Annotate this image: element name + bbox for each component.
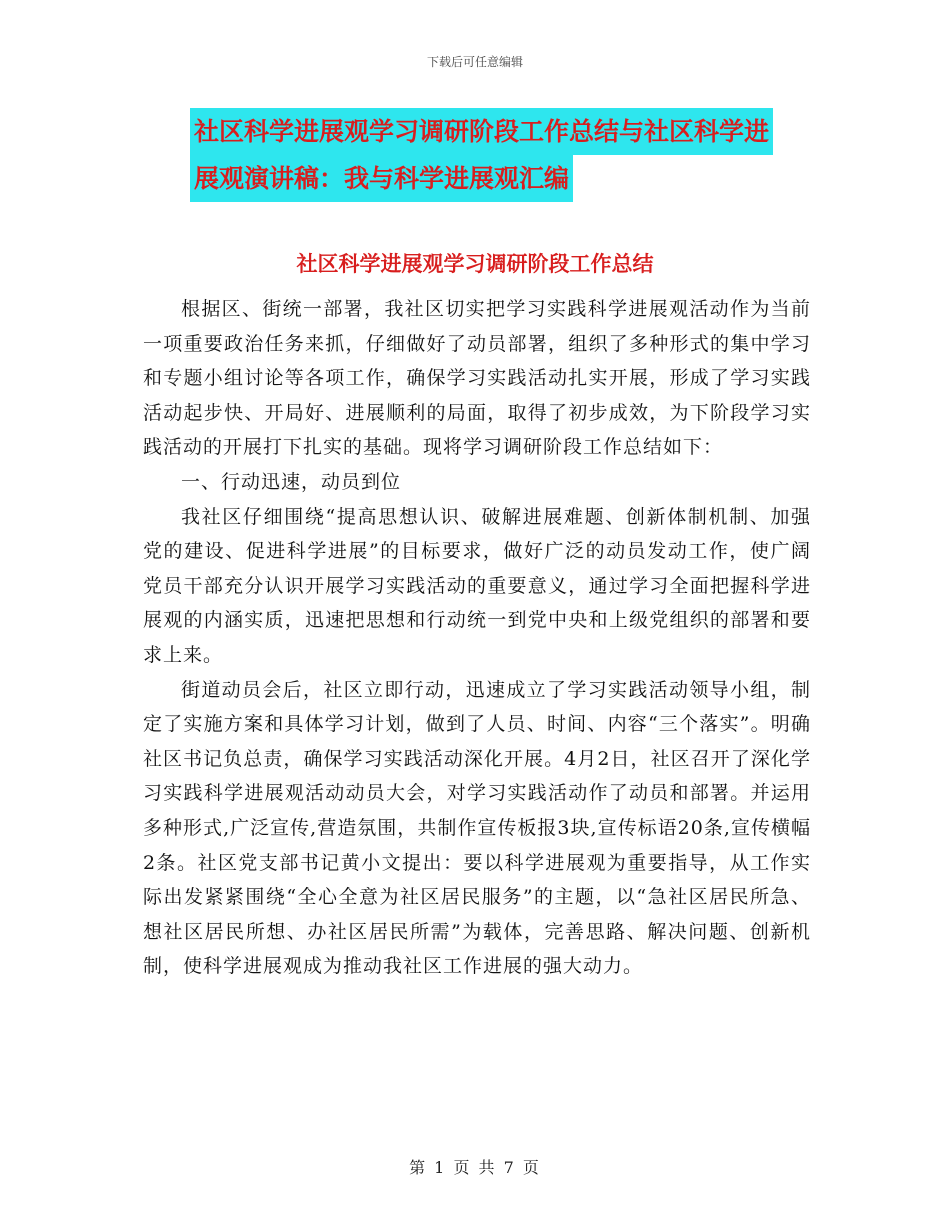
paragraph-heading: 一、行动迅速，动员到位	[181, 470, 402, 493]
section-title: 社区科学进展观学习调研阶段工作总结	[296, 252, 654, 276]
document-title-line-1: 社区科学进展观学习调研阶段工作总结与社区科学进	[190, 108, 773, 155]
document-body	[143, 292, 811, 984]
page-footer-indicator: 第 1 页 共 7 页	[409, 1158, 541, 1177]
document-title	[150, 108, 810, 202]
paragraph: 根据区、街统一部署，我社区切实把学习实践科学进展观活动作为当前一项重要政治任务来抓，仔细做好了动员部署，组织了多种形式的集中学习和专题小组讨论等各项工作，确保学习实践活动扎实开展，形成了学习实践活动起步快、开局好、进展顺利的局面，取得了初步成效，为下阶段学习实践活动的开展打下扎实的基础。现将学习调研阶段工作总结如下：	[143, 298, 811, 459]
paragraph: 我社区仔细围绕“提高思想认识、破解进展难题、创新体制机制、加强党的建设、促进科学进展”的目标要求，做好广泛的动员发动工作，使广阔党员干部充分认识开展学习实践活动的重要意义，通过学习全面把握科学进展观的内涵实质，迅速把思想和行动统一到党中央和上级党组织的部署和要求上来。	[143, 505, 811, 666]
page-header-note: 下载后可任意编辑	[426, 55, 523, 69]
paragraph: 街道动员会后，社区立即行动，迅速成立了学习实践活动领导小组，制定了实施方案和具体学习计划，做到了人员、时间、内容“三个落实”。明确社区书记负总责，确保学习实践活动深化开展。4月2日，社区召开了深化学习实践科学进展观活动动员大会，对学习实践活动作了动员和部署。并运用多种形式,广泛宣传,营造氛围，共制作宣传板报3块,宣传标语20条,宣传横幅2条。社区党支部书记黄小文提出：要以科学进展观为重要指导，从工作实际出发紧紧围绕“全心全意为社区居民服务”的主题，以“急社区居民所急、想社区居民所想、办社区居民所需”为载体，完善思路、解决问题、创新机制，使科学进展观成为推动我社区工作进展的强大动力。	[143, 678, 811, 978]
document-title-line-2: 展观演讲稿：我与科学进展观汇编	[190, 155, 573, 202]
